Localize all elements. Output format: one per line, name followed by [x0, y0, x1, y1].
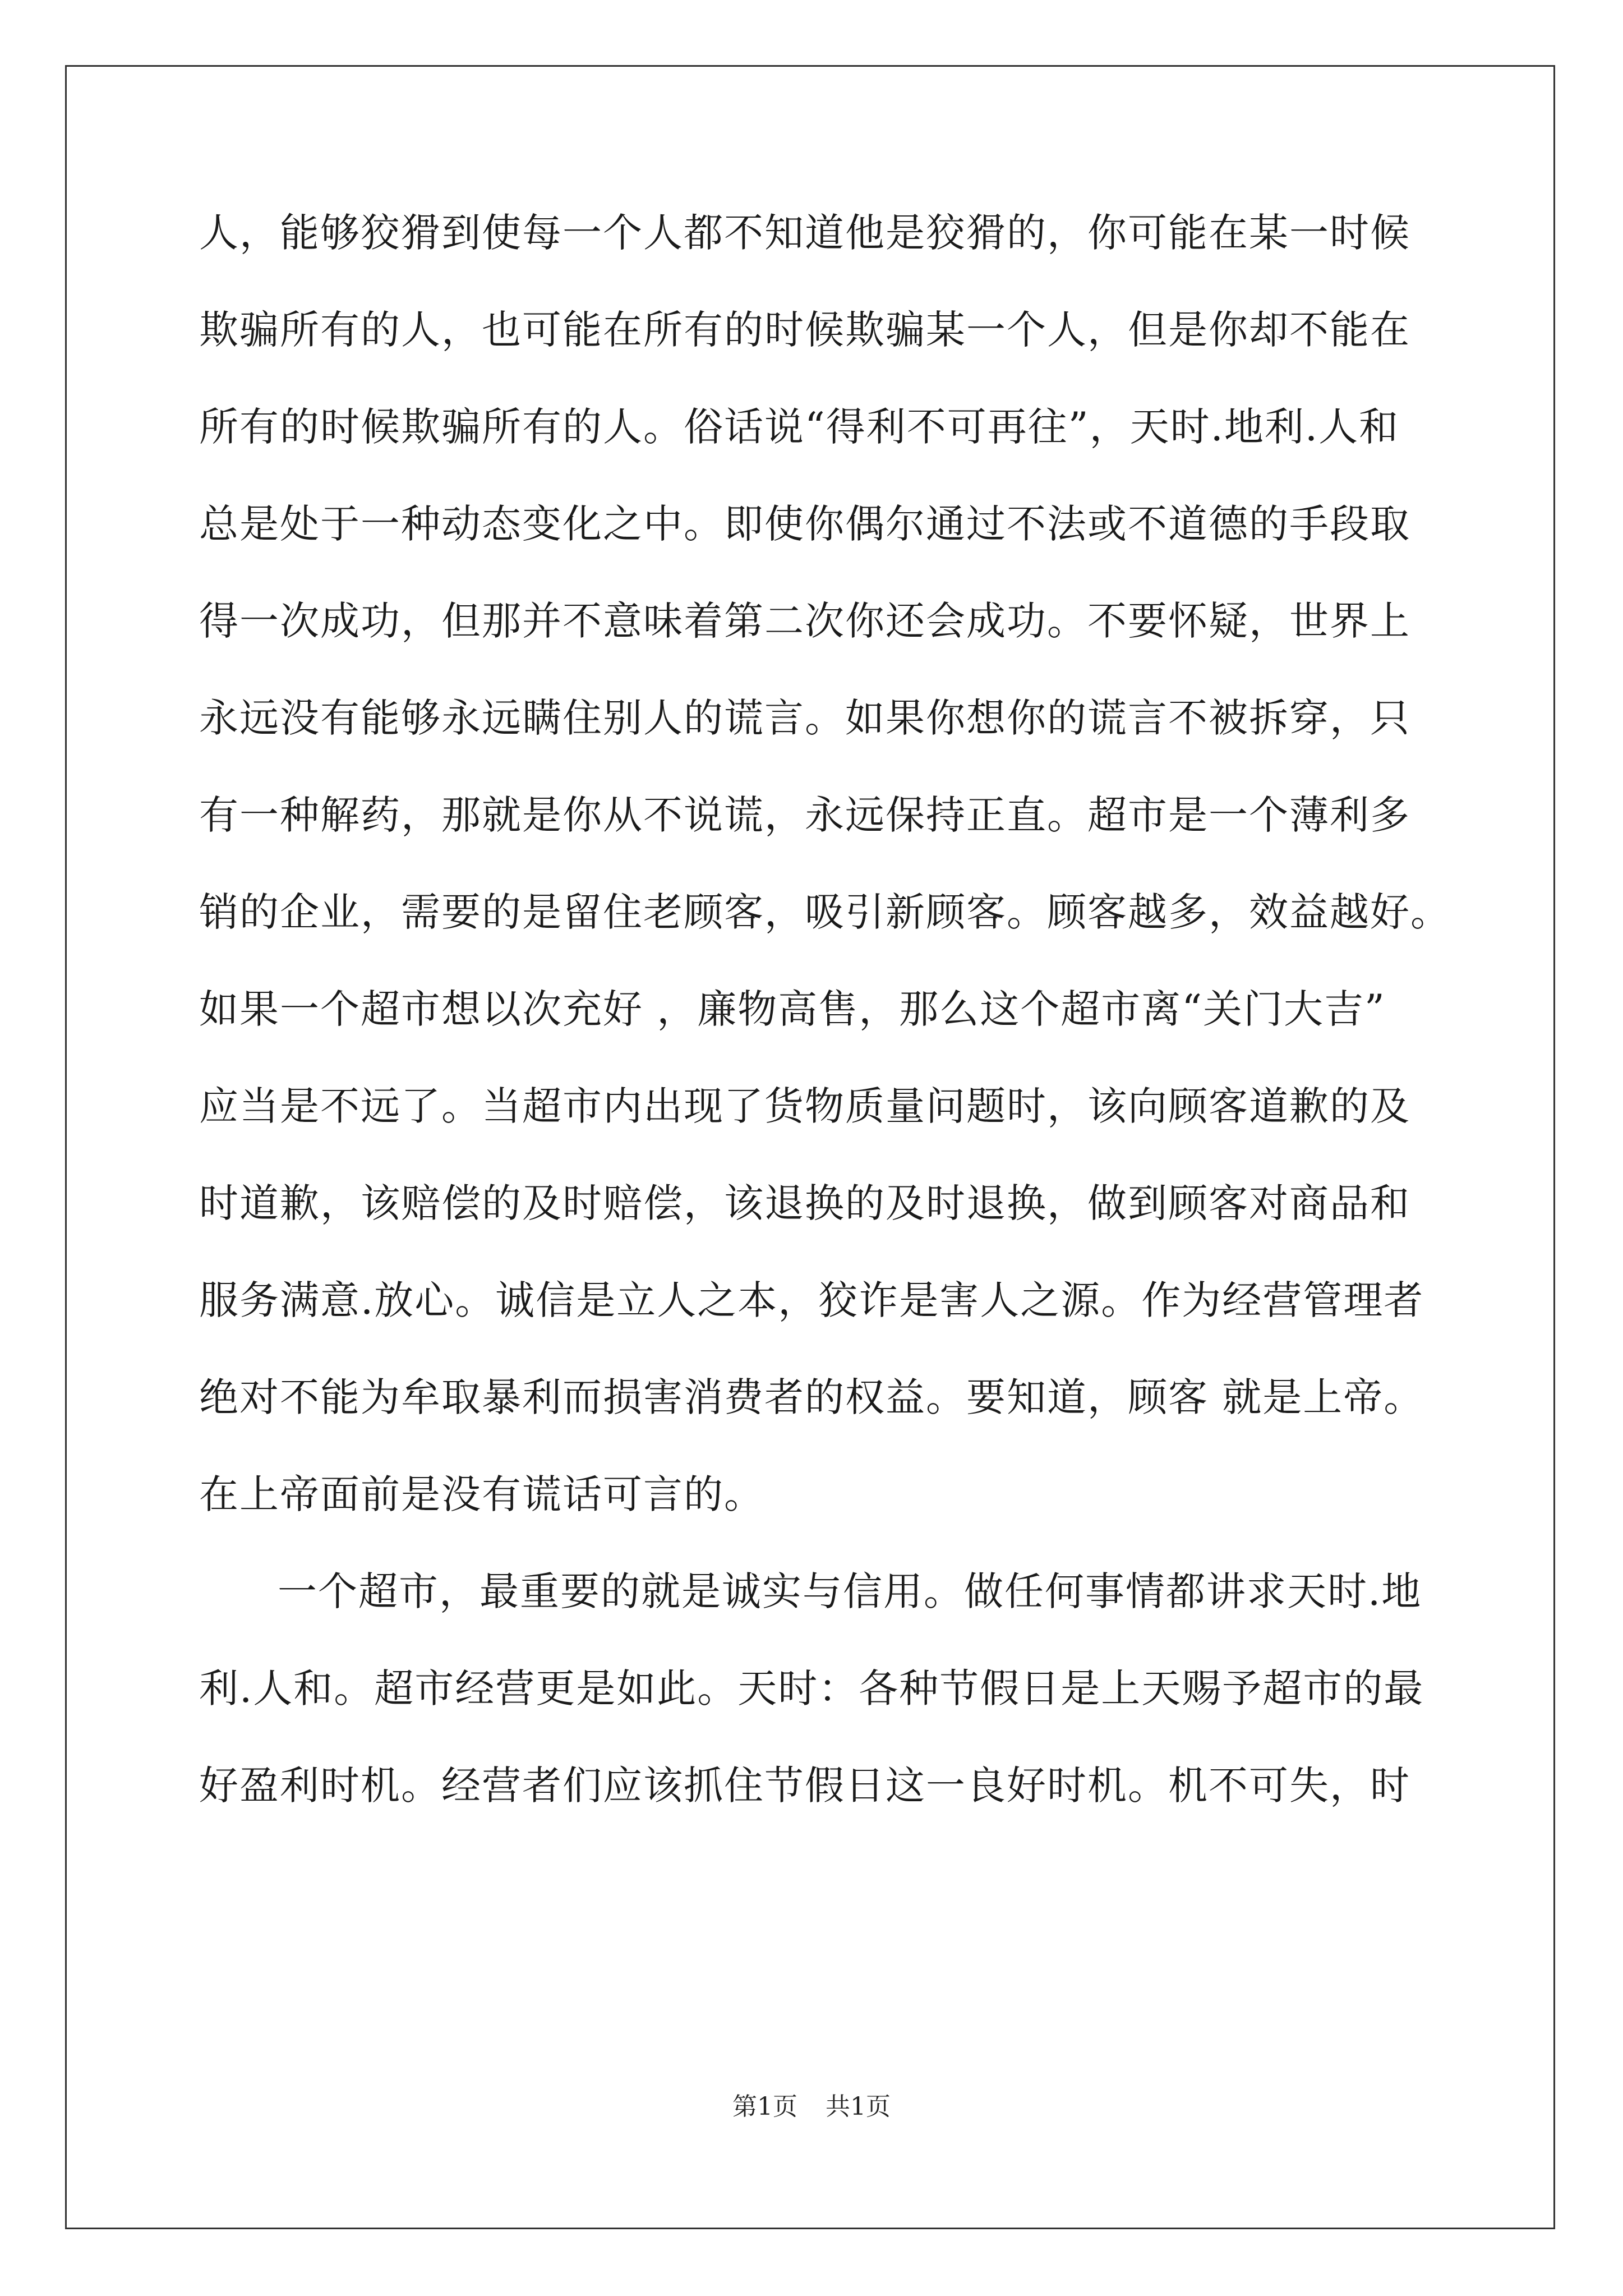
text-line: 永远没有能够永远瞒住别人的谎言。如果你想你的谎言不被拆穿，只 — [199, 695, 1410, 741]
text-line: 在上帝面前是没有谎话可言的。 — [199, 1471, 764, 1517]
text-line: 好盈利时机。经营者们应该抓住节假日这一良好时机。机不可失，时 — [199, 1763, 1410, 1809]
page-total: 共1页 — [826, 2092, 891, 2121]
text-line: 总是处于一种动态变化之中。即使你偶尔通过不法或不道德的手段取 — [199, 501, 1410, 547]
text-line: 应当是不远了。当超市内出现了货物质量问题时，该向顾客道歉的及 — [199, 1083, 1410, 1129]
text-line: 时道歉，该赔偿的及时赔偿，该退换的及时退换，做到顾客对商品和 — [199, 1180, 1410, 1226]
text-line: 得一次成功，但那并不意味着第二次你还会成功。不要怀疑，世界上 — [199, 598, 1410, 644]
text-line: 所有的时候欺骗所有的人。俗话说“得利不可再往”，天时.地利.人和 — [199, 404, 1400, 450]
text-line: 欺骗所有的人，也可能在所有的时候欺骗某一个人，但是你却不能在 — [199, 307, 1410, 353]
text-line: 有一种解药，那就是你从不说谎，永远保持正直。超市是一个薄利多 — [199, 792, 1410, 838]
page-number: 第1页 — [732, 2092, 797, 2121]
text-line: 销的企业，需要的是留住老顾客，吸引新顾客。顾客越多，效益越好。 — [199, 889, 1451, 935]
text-line: 利.人和。超市经营更是如此。天时：各种节假日是上天赐予超市的最 — [199, 1665, 1424, 1711]
text-line: 服务满意.放心。诚信是立人之本，狡诈是害人之源。作为经营管理者 — [199, 1277, 1424, 1323]
page-footer — [0, 2092, 1623, 2121]
text-line: 绝对不能为牟取暴利而损害消费者的权益。要知道，顾客 就是上帝。 — [199, 1374, 1424, 1420]
text-line: 人，能够狡猾到使每一个人都不知道他是狡猾的，你可能在某一时候 — [199, 210, 1410, 256]
text-line: 如果一个超市想以次充好 ，廉物高售，那么这个超市离“关门大吉” — [199, 986, 1386, 1032]
paragraph-first-line: 一个超市，最重要的就是诚实与信用。做任何事情都讲求天时.地 — [278, 1568, 1422, 1614]
document-body — [199, 210, 1451, 1863]
